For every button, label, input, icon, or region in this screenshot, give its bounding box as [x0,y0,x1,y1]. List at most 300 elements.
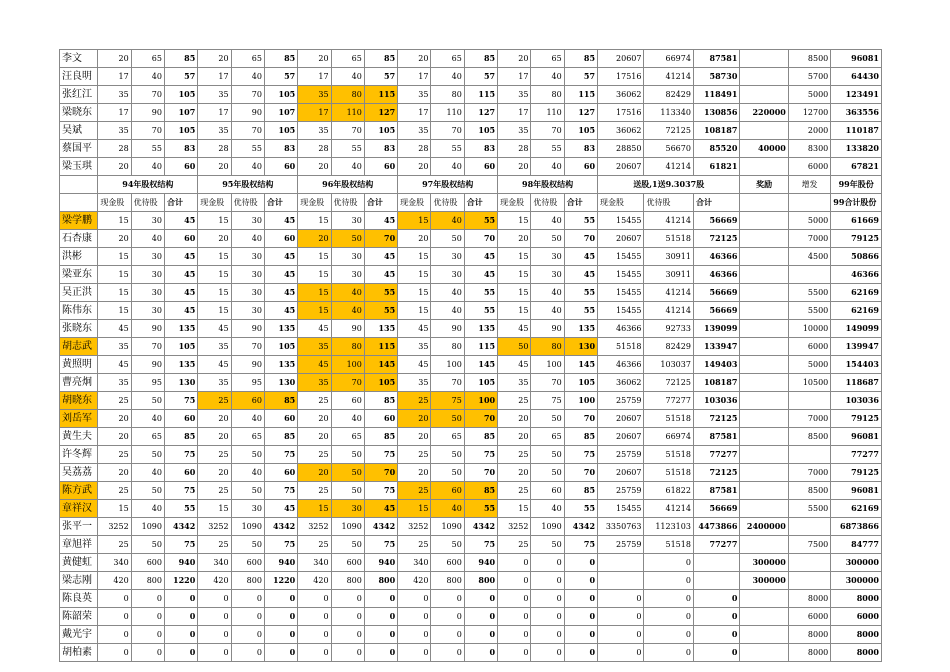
table-cell: 61822 [644,482,693,500]
table-cell: 0 [98,590,131,608]
table-cell: 45 [398,356,431,374]
table-cell: 0 [98,644,131,662]
column-header: 优待股 [231,194,264,212]
table-cell: 0 [431,608,464,626]
table-cell: 0 [331,590,364,608]
table-cell: 8500 [788,50,830,68]
table-cell: 0 [231,608,264,626]
table-cell: 0 [644,572,693,590]
table-cell [740,374,788,392]
table-cell: 70 [131,338,164,356]
table-cell: 8500 [788,482,830,500]
header-96: 96年股权结构 [298,176,398,194]
table-cell: 30 [131,284,164,302]
table-cell: 50 [331,482,364,500]
table-cell: 55 [431,140,464,158]
table-cell [740,536,788,554]
table-cell: 83 [264,140,297,158]
table-cell: 85 [264,428,297,446]
column-header: 现金股 [598,194,644,212]
column-header: 合计 [464,194,497,212]
table-cell: 35 [298,338,331,356]
table-cell: 75 [531,392,564,410]
table-row [60,446,882,464]
table-cell: 51518 [644,446,693,464]
table-cell: 0 [464,590,497,608]
table-cell: 105 [564,122,597,140]
table-cell: 30 [231,266,264,284]
shareholder-name: 戴光宇 [60,626,98,644]
table-cell: 56670 [644,140,693,158]
table-cell: 20 [98,428,131,446]
table-cell: 90 [231,356,264,374]
table-cell [740,86,788,104]
table-cell: 55 [464,302,497,320]
table-cell: 65 [331,428,364,446]
table-cell: 0 [693,626,739,644]
table-cell: 0 [498,608,531,626]
table-cell: 0 [364,608,397,626]
table-row [60,644,882,662]
table-cell: 100 [431,356,464,374]
table-cell: 20 [498,230,531,248]
table-cell: 30 [231,500,264,518]
table-cell: 41214 [644,158,693,176]
table-cell: 20 [198,464,231,482]
shareholder-name: 陈韶荣 [60,608,98,626]
table-cell: 75 [264,536,297,554]
table-cell: 70 [464,410,497,428]
table-cell: 17516 [598,68,644,86]
table-cell: 0 [231,644,264,662]
table-cell: 15 [198,212,231,230]
table-cell: 66974 [644,50,693,68]
table-cell: 5500 [788,284,830,302]
table-cell: 5000 [788,356,830,374]
table-cell: 0 [264,626,297,644]
table-cell: 70 [231,86,264,104]
table-cell: 70 [331,374,364,392]
table-cell: 90 [531,320,564,338]
table-cell: 115 [364,338,397,356]
shareholder-name: 洪彬 [60,248,98,266]
table-cell: 17 [398,68,431,86]
table-cell: 340 [298,554,331,572]
table-cell: 20 [98,50,131,68]
table-cell: 600 [131,554,164,572]
bottom-rows [60,212,882,662]
table-cell: 25 [498,392,531,410]
table-row [60,302,882,320]
table-cell: 60 [264,464,297,482]
table-cell: 60 [264,410,297,428]
table-cell [740,446,788,464]
table-cell: 0 [498,644,531,662]
header-block [60,176,882,212]
table-cell: 40 [331,302,364,320]
table-cell: 25 [398,392,431,410]
table-cell: 55 [231,140,264,158]
table-cell: 118687 [831,374,882,392]
table-row [60,266,882,284]
table-cell: 25759 [598,536,644,554]
table-cell: 95 [131,374,164,392]
table-cell: 90 [431,320,464,338]
table-cell: 55 [531,140,564,158]
table-cell: 15 [398,500,431,518]
table-cell: 133947 [693,338,739,356]
shareholder-name: 胡柏素 [60,644,98,662]
table-cell: 45 [398,320,431,338]
table-cell: 35 [498,374,531,392]
table-cell: 130856 [693,104,739,122]
table-cell [693,554,739,572]
table-cell: 25 [298,446,331,464]
table-row [60,140,882,158]
table-cell: 20607 [598,50,644,68]
shareholder-name: 陈良英 [60,590,98,608]
table-cell: 0 [498,626,531,644]
table-cell: 420 [398,572,431,590]
table-cell: 85 [264,50,297,68]
table-cell: 130 [164,374,197,392]
table-cell: 15 [98,212,131,230]
table-cell: 55 [164,500,197,518]
table-cell: 25 [298,536,331,554]
table-cell: 127 [364,104,397,122]
table-cell: 15455 [598,212,644,230]
table-cell: 7000 [788,230,830,248]
table-cell: 12700 [788,104,830,122]
table-cell: 0 [564,626,597,644]
table-cell [740,464,788,482]
table-cell: 50 [331,464,364,482]
table-cell: 35 [98,374,131,392]
table-cell: 72125 [693,464,739,482]
table-cell: 0 [598,644,644,662]
table-cell: 40 [431,158,464,176]
table-cell: 20 [398,230,431,248]
table-cell: 110187 [831,122,882,140]
table-cell: 55 [364,302,397,320]
table-cell: 65 [331,50,364,68]
table-cell: 1090 [431,518,464,536]
table-cell: 40 [231,158,264,176]
table-cell: 0 [331,608,364,626]
table-cell: 25 [98,536,131,554]
table-cell: 64430 [831,68,882,86]
table-cell: 40 [131,68,164,86]
table-cell: 135 [164,320,197,338]
table-cell: 30911 [644,248,693,266]
table-cell: 145 [564,356,597,374]
table-cell: 75 [364,482,397,500]
table-cell: 135 [264,320,297,338]
table-cell: 35 [498,122,531,140]
table-cell: 0 [398,590,431,608]
table-cell: 0 [164,626,197,644]
table-cell: 35 [298,122,331,140]
table-cell: 0 [531,590,564,608]
table-cell: 90 [331,320,364,338]
table-cell: 0 [331,626,364,644]
table-row [60,68,882,86]
table-cell: 20 [298,410,331,428]
table-cell: 45 [264,266,297,284]
table-cell: 25 [398,536,431,554]
table-cell: 45 [198,320,231,338]
table-cell: 51518 [644,536,693,554]
table-cell: 20 [398,428,431,446]
table-cell: 75 [164,392,197,410]
table-cell: 65 [231,50,264,68]
table-cell: 41214 [644,284,693,302]
table-cell: 15 [398,266,431,284]
table-cell: 17 [98,104,131,122]
table-cell: 20 [198,230,231,248]
table-cell: 3252 [398,518,431,536]
table-cell: 41214 [644,302,693,320]
table-cell: 25 [398,482,431,500]
table-cell: 0 [131,626,164,644]
table-cell: 70 [131,122,164,140]
table-cell: 105 [264,122,297,140]
table-cell: 0 [398,608,431,626]
table-cell [740,428,788,446]
table-cell: 15455 [598,500,644,518]
table-cell: 0 [264,644,297,662]
table-cell: 100 [464,392,497,410]
table-cell: 45 [164,212,197,230]
table-cell: 56669 [693,212,739,230]
table-cell: 45 [364,248,397,266]
table-cell: 75 [164,446,197,464]
table-cell: 25 [98,446,131,464]
table-cell: 0 [398,644,431,662]
table-cell: 600 [431,554,464,572]
table-cell: 0 [531,644,564,662]
table-cell: 0 [644,626,693,644]
shareholder-name: 汪良明 [60,68,98,86]
column-header: 99合计股份 [831,194,882,212]
shareholder-name: 梁玉琪 [60,158,98,176]
table-cell: 0 [531,554,564,572]
table-cell: 4342 [464,518,497,536]
table-cell: 45 [364,212,397,230]
table-cell: 40 [231,230,264,248]
table-cell: 80 [331,338,364,356]
table-cell: 127 [564,104,597,122]
table-cell: 96081 [831,482,882,500]
table-cell: 135 [364,320,397,338]
table-cell: 600 [231,554,264,572]
table-cell: 28 [398,140,431,158]
table-cell: 0 [198,626,231,644]
table-cell: 50 [531,410,564,428]
table-cell: 66974 [644,428,693,446]
table-cell: 0 [231,590,264,608]
table-cell: 67821 [831,158,882,176]
table-cell: 0 [693,590,739,608]
shareholder-name: 李文 [60,50,98,68]
table-cell: 105 [264,338,297,356]
table-cell [740,590,788,608]
table-cell: 45 [298,320,331,338]
table-cell: 0 [231,626,264,644]
table-cell: 50866 [831,248,882,266]
table-cell: 0 [693,608,739,626]
table-cell: 145 [464,356,497,374]
table-cell: 135 [164,356,197,374]
table-cell: 77277 [644,392,693,410]
table-cell: 7000 [788,410,830,428]
table-cell: 50 [331,446,364,464]
table-cell: 20 [198,158,231,176]
table-cell: 15 [198,248,231,266]
table-cell: 15 [298,248,331,266]
table-cell: 15455 [598,284,644,302]
table-cell: 70 [431,374,464,392]
table-cell: 87581 [693,482,739,500]
table-cell: 108187 [693,122,739,140]
table-cell: 420 [98,572,131,590]
table-cell: 0 [364,590,397,608]
table-cell: 15 [198,500,231,518]
table-cell: 75 [464,536,497,554]
table-cell: 105 [164,122,197,140]
table-row [60,356,882,374]
table-cell: 55 [564,284,597,302]
table-cell: 25 [98,482,131,500]
table-cell: 45 [264,284,297,302]
table-cell: 0 [264,590,297,608]
table-cell: 50 [498,338,531,356]
table-cell: 25 [498,536,531,554]
table-cell: 118491 [693,86,739,104]
table-cell: 87581 [693,50,739,68]
table-cell: 87581 [693,428,739,446]
shareholder-name: 刘岳军 [60,410,98,428]
table-cell: 800 [464,572,497,590]
table-cell: 145 [364,356,397,374]
table-cell: 100 [564,392,597,410]
table-cell: 65 [431,50,464,68]
table-cell: 6000 [788,608,830,626]
table-cell: 45 [198,356,231,374]
table-cell: 300000 [831,554,882,572]
table-cell: 30 [231,302,264,320]
table-cell: 420 [298,572,331,590]
table-cell: 55 [331,140,364,158]
table-cell: 70 [331,122,364,140]
table-row [60,554,882,572]
table-cell: 85 [464,482,497,500]
table-cell: 77277 [693,536,739,554]
table-cell: 85 [164,50,197,68]
table-cell: 80 [431,86,464,104]
table-cell: 50 [431,536,464,554]
table-cell: 20 [98,410,131,428]
column-header: 合计 [164,194,197,212]
table-cell: 30911 [644,266,693,284]
table-cell: 30 [131,266,164,284]
table-cell: 105 [164,86,197,104]
table-row [60,572,882,590]
table-cell: 300000 [740,554,788,572]
table-row [60,284,882,302]
table-cell [740,158,788,176]
table-cell: 105 [464,374,497,392]
table-cell: 36062 [598,374,644,392]
table-row [60,590,882,608]
table-cell [740,482,788,500]
table-cell: 1090 [531,518,564,536]
table-cell: 300000 [831,572,882,590]
table-cell: 62169 [831,284,882,302]
table-cell: 17 [398,104,431,122]
table-cell: 61821 [693,158,739,176]
table-cell: 65 [431,428,464,446]
table-cell [740,320,788,338]
table-cell: 40 [131,158,164,176]
table-cell: 0 [164,590,197,608]
table-cell: 0 [693,644,739,662]
table-cell: 55 [464,500,497,518]
table-cell: 40 [131,230,164,248]
table-cell: 72125 [693,410,739,428]
table-cell: 85520 [693,140,739,158]
table-cell: 17 [498,104,531,122]
table-cell: 25 [298,482,331,500]
table-cell: 50 [431,446,464,464]
table-cell: 60 [364,158,397,176]
table-row [60,626,882,644]
column-header [788,194,830,212]
table-cell: 5000 [788,212,830,230]
table-cell: 105 [464,122,497,140]
table-cell: 72125 [644,374,693,392]
table-cell: 77277 [693,446,739,464]
table-cell [740,338,788,356]
table-cell: 15 [398,248,431,266]
table-cell: 50 [431,410,464,428]
table-cell: 40 [531,284,564,302]
table-cell: 80 [531,338,564,356]
table-cell [740,248,788,266]
table-cell [788,446,830,464]
table-cell: 82429 [644,86,693,104]
table-cell: 0 [98,608,131,626]
table-cell: 1090 [231,518,264,536]
table-cell: 8500 [788,428,830,446]
table-cell: 2400000 [740,518,788,536]
table-cell: 133820 [831,140,882,158]
table-cell: 115 [564,86,597,104]
table-cell: 50 [231,536,264,554]
table-cell: 30 [331,248,364,266]
table-cell: 15 [298,500,331,518]
table-row [60,212,882,230]
table-cell: 36062 [598,122,644,140]
table-cell: 105 [264,86,297,104]
table-cell: 83 [364,140,397,158]
table-cell: 5500 [788,302,830,320]
shareholder-name: 蔡国平 [60,140,98,158]
table-cell: 55 [564,500,597,518]
table-cell: 80 [431,338,464,356]
table-cell: 60 [531,482,564,500]
shareholder-name: 章旭祥 [60,536,98,554]
